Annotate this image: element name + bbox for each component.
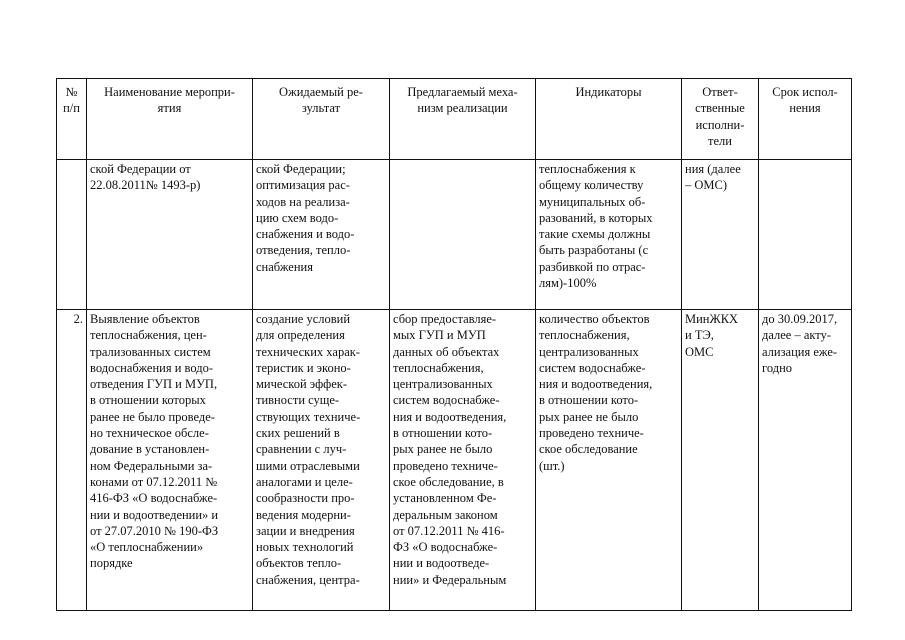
cell-mechanism [390,160,536,310]
header-result: Ожидаемый ре- зультат [253,79,390,160]
cell-deadline [759,160,852,310]
header-responsible: Ответ- ственные исполни- тели [682,79,759,160]
cell-action: Выявление объектов теплоснабжения, цен- трализованных систем водоснабжения и водо- отведения ГУП и МУП, в отношении которых ранее не было проведе- но техническое обсле- дование в установлен- ном Федеральными за- конами от 07.12.2011 № 416-ФЗ «О водоснабже- нии и водоотведении» и от 27.07.2010 № 190-ФЗ «О теплоснабжении» порядке [87,310,253,611]
table-row [57,310,852,611]
cell-responsible: ния (далее – ОМС) [682,160,759,310]
cell-indicators: количество объектов теплоснабжения, централизованных систем водоснабже- ния и водоотведения, в отношении кото- рых ранее не было проведено техниче- ское обследование (шт.) [536,310,682,611]
document-table [56,78,852,611]
header-row [57,79,852,160]
cell-deadline: до 30.09.2017, далее – акту- ализация еже- годно [759,310,852,611]
cell-result: создание условий для определения технических харак- теристик и эконо- мической эффек- тивности суще- ствующих техниче- ских решений в сравнении с луч- шими отраслевыми аналогами и целе- сообразности про- ведения модерни- зации и внедрения новых технологий объектов тепло- снабжения, центра- [253,310,390,611]
header-deadline: Срок испол- нения [759,79,852,160]
cell-mechanism: сбор предоставляе- мых ГУП и МУП данных об объектах теплоснабжения, централизованных систем водоснабже- ния и водоотведения, в отношении кото- рых ранее не было проведено техниче- ское обследование, в установленном Фе- деральным законом от 07.12.2011 № 416- ФЗ «О водоснабже- нии и водоотведе- нии» и Федеральным [390,310,536,611]
header-action: Наименование меропри- ятия [87,79,253,160]
cell-action: ской Федерации от 22.08.2011№ 1493-р) [87,160,253,310]
cell-num: 2. [57,310,87,611]
cell-indicators: теплоснабжения к общему количеству муниципальных об- разований, в которых такие схемы должны быть разработаны (с разбивкой по отрас- лям)-100% [536,160,682,310]
cell-num [57,160,87,310]
header-mechanism: Предлагаемый меха- низм реализации [390,79,536,160]
cell-responsible: МинЖКХ и ТЭ, ОМС [682,310,759,611]
table-row [57,160,852,310]
cell-result: ской Федерации; оптимизация рас- ходов на реализа- цию схем водо- снабжения и водо- отведения, тепло- снабжения [253,160,390,310]
header-num: № п/п [57,79,87,160]
header-indicators: Индикаторы [536,79,682,160]
